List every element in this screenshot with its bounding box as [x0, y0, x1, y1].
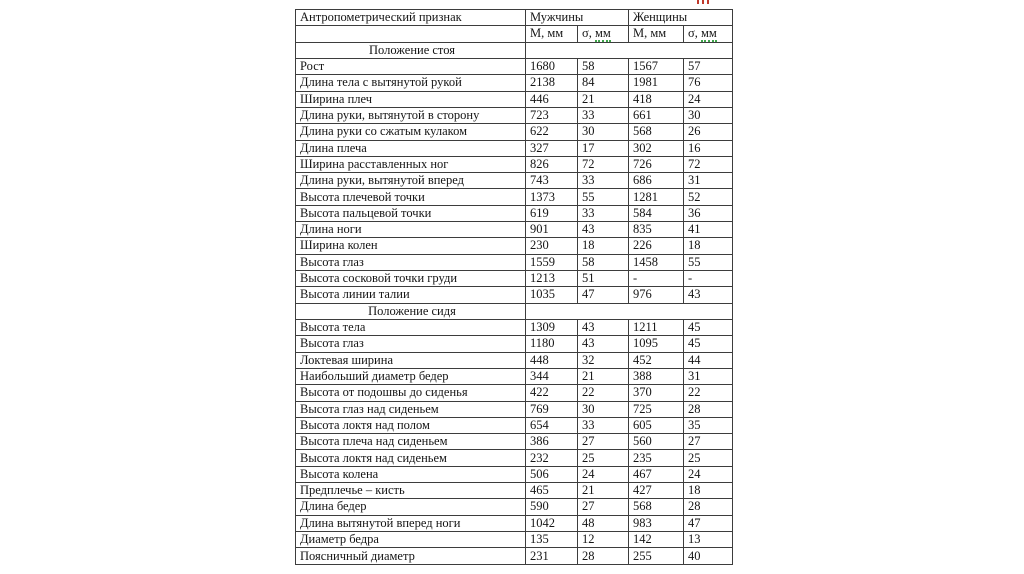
value-cell: 43: [684, 287, 733, 303]
value-cell: 226: [629, 238, 684, 254]
value-cell: 27: [578, 499, 629, 515]
value-cell: 1180: [526, 336, 578, 352]
value-cell: 235: [629, 450, 684, 466]
feature-cell: Длина руки, вытянутой в сторону: [296, 107, 526, 123]
table-header-row: [296, 10, 733, 26]
value-cell: 57: [684, 58, 733, 74]
value-cell: 622: [526, 124, 578, 140]
feature-cell: Высота сосковой точки груди: [296, 271, 526, 287]
feature-cell: Высота плеча над сиденьем: [296, 434, 526, 450]
women-sigma-header: [684, 26, 733, 42]
value-cell: 1567: [629, 58, 684, 74]
value-cell: 901: [526, 222, 578, 238]
table-row: [296, 222, 733, 238]
men-group-header: Мужчины: [526, 10, 629, 26]
section-title: Положение сидя: [296, 303, 526, 319]
value-cell: 51: [578, 271, 629, 287]
value-cell: 44: [684, 352, 733, 368]
value-cell: 21: [578, 483, 629, 499]
table-row: [296, 434, 733, 450]
feature-cell: Высота локтя над полом: [296, 417, 526, 433]
value-cell: 726: [629, 156, 684, 172]
empty-subheader-cell: [296, 26, 526, 42]
value-cell: 584: [629, 205, 684, 221]
value-cell: 590: [526, 499, 578, 515]
feature-cell: Высота линии талии: [296, 287, 526, 303]
feature-cell: Длина тела с вытянутой рукой: [296, 75, 526, 91]
value-cell: 33: [578, 107, 629, 123]
value-cell: 619: [526, 205, 578, 221]
value-cell: 84: [578, 75, 629, 91]
value-cell: 25: [578, 450, 629, 466]
value-cell: 826: [526, 156, 578, 172]
feature-cell: Длина руки со сжатым кулаком: [296, 124, 526, 140]
value-cell: 16: [684, 140, 733, 156]
value-cell: -: [629, 271, 684, 287]
value-cell: 230: [526, 238, 578, 254]
feature-cell: Высота тела: [296, 319, 526, 335]
value-cell: 43: [578, 319, 629, 335]
feature-cell: Высота глаз: [296, 336, 526, 352]
value-cell: 31: [684, 173, 733, 189]
value-cell: 743: [526, 173, 578, 189]
feature-cell: Высота глаз: [296, 254, 526, 270]
table-row: [296, 107, 733, 123]
value-cell: 422: [526, 385, 578, 401]
value-cell: 43: [578, 222, 629, 238]
value-cell: 255: [629, 548, 684, 565]
value-cell: 135: [526, 532, 578, 548]
value-cell: 1680: [526, 58, 578, 74]
value-cell: 36: [684, 205, 733, 221]
value-cell: 28: [684, 401, 733, 417]
feature-cell: Длина плеча: [296, 140, 526, 156]
value-cell: 40: [684, 548, 733, 565]
value-cell: 560: [629, 434, 684, 450]
feature-cell: Предплечье – кисть: [296, 483, 526, 499]
table-row: [296, 254, 733, 270]
men-mean-header: М, мм: [526, 26, 578, 42]
value-cell: 55: [684, 254, 733, 270]
table-row: [296, 352, 733, 368]
value-cell: 72: [684, 156, 733, 172]
women-group-header: Женщины: [629, 10, 733, 26]
value-cell: 605: [629, 417, 684, 433]
value-cell: 41: [684, 222, 733, 238]
value-cell: 302: [629, 140, 684, 156]
feature-cell: Ширина плеч: [296, 91, 526, 107]
value-cell: 32: [578, 352, 629, 368]
table-row: [296, 173, 733, 189]
value-cell: 43: [578, 336, 629, 352]
value-cell: 654: [526, 417, 578, 433]
value-cell: 18: [578, 238, 629, 254]
value-cell: 506: [526, 466, 578, 482]
value-cell: 18: [684, 483, 733, 499]
value-cell: 28: [578, 548, 629, 565]
value-cell: 465: [526, 483, 578, 499]
value-cell: 35: [684, 417, 733, 433]
feature-cell: Высота глаз над сиденьем: [296, 401, 526, 417]
value-cell: 24: [684, 466, 733, 482]
table-row: [296, 417, 733, 433]
section-title: Положение стоя: [296, 42, 526, 58]
value-cell: 142: [629, 532, 684, 548]
value-cell: 76: [684, 75, 733, 91]
feature-cell: Локтевая ширина: [296, 352, 526, 368]
feature-cell: Длина руки, вытянутой вперед: [296, 173, 526, 189]
cropped-red-text-artifact: [697, 0, 712, 4]
value-cell: 52: [684, 189, 733, 205]
table-row: [296, 450, 733, 466]
value-cell: 47: [578, 287, 629, 303]
feature-cell: Высота плечевой точки: [296, 189, 526, 205]
value-cell: 1035: [526, 287, 578, 303]
value-cell: 467: [629, 466, 684, 482]
table-row: [296, 75, 733, 91]
value-cell: 24: [578, 466, 629, 482]
table-row: [296, 124, 733, 140]
table-row: [296, 385, 733, 401]
value-cell: 33: [578, 205, 629, 221]
value-cell: 2138: [526, 75, 578, 91]
feature-cell: Высота от подошвы до сиденья: [296, 385, 526, 401]
section-header-row: [296, 303, 733, 319]
value-cell: 370: [629, 385, 684, 401]
value-cell: 723: [526, 107, 578, 123]
value-cell: 1211: [629, 319, 684, 335]
value-cell: 17: [578, 140, 629, 156]
value-cell: 26: [684, 124, 733, 140]
feature-cell: Высота пальцевой точки: [296, 205, 526, 221]
value-cell: 58: [578, 58, 629, 74]
anthropometric-table: [295, 9, 733, 565]
feature-cell: Диаметр бедра: [296, 532, 526, 548]
value-cell: 45: [684, 319, 733, 335]
table-row: [296, 466, 733, 482]
table-row: [296, 515, 733, 531]
women-mean-header: М, мм: [629, 26, 684, 42]
value-cell: 976: [629, 287, 684, 303]
table-row: [296, 499, 733, 515]
value-cell: 1373: [526, 189, 578, 205]
value-cell: 1281: [629, 189, 684, 205]
value-cell: 25: [684, 450, 733, 466]
feature-cell: Ширина расставленных ног: [296, 156, 526, 172]
value-cell: 30: [684, 107, 733, 123]
value-cell: 48: [578, 515, 629, 531]
section-header-row: [296, 42, 733, 58]
value-cell: 47: [684, 515, 733, 531]
men-sigma-header: [578, 26, 629, 42]
value-cell: 21: [578, 91, 629, 107]
value-cell: 452: [629, 352, 684, 368]
table-row: [296, 271, 733, 287]
feature-cell: Высота колена: [296, 466, 526, 482]
value-cell: 31: [684, 368, 733, 384]
table-subheader-row: [296, 26, 733, 42]
feature-cell: Длина вытянутой вперед ноги: [296, 515, 526, 531]
table-row: [296, 483, 733, 499]
value-cell: 386: [526, 434, 578, 450]
value-cell: 835: [629, 222, 684, 238]
value-cell: 725: [629, 401, 684, 417]
table-row: [296, 189, 733, 205]
table-container: [295, 9, 733, 565]
feature-cell: Поясничный диаметр: [296, 548, 526, 565]
value-cell: 1458: [629, 254, 684, 270]
value-cell: 446: [526, 91, 578, 107]
table-body: [296, 42, 733, 564]
value-cell: 1095: [629, 336, 684, 352]
table-row: [296, 287, 733, 303]
value-cell: 327: [526, 140, 578, 156]
value-cell: 568: [629, 124, 684, 140]
value-cell: 686: [629, 173, 684, 189]
table-row: [296, 205, 733, 221]
feature-cell: Длина ноги: [296, 222, 526, 238]
value-cell: 418: [629, 91, 684, 107]
value-cell: 388: [629, 368, 684, 384]
table-row: [296, 532, 733, 548]
sigma-label: σ,: [582, 26, 595, 41]
value-cell: 1981: [629, 75, 684, 91]
value-cell: 30: [578, 124, 629, 140]
table-row: [296, 140, 733, 156]
sigma-unit-spellcheck: мм: [701, 26, 717, 41]
sigma-label: σ,: [688, 26, 701, 41]
value-cell: 232: [526, 450, 578, 466]
value-cell: 72: [578, 156, 629, 172]
value-cell: 1559: [526, 254, 578, 270]
value-cell: 1309: [526, 319, 578, 335]
value-cell: 983: [629, 515, 684, 531]
value-cell: 21: [578, 368, 629, 384]
value-cell: 33: [578, 417, 629, 433]
value-cell: 427: [629, 483, 684, 499]
table-row: [296, 238, 733, 254]
value-cell: 55: [578, 189, 629, 205]
value-cell: 22: [684, 385, 733, 401]
table-row: [296, 401, 733, 417]
value-cell: 27: [684, 434, 733, 450]
value-cell: 24: [684, 91, 733, 107]
value-cell: 448: [526, 352, 578, 368]
feature-cell: Наибольший диаметр бедер: [296, 368, 526, 384]
feature-cell: Длина бедер: [296, 499, 526, 515]
table-row: [296, 91, 733, 107]
feature-cell: Ширина колен: [296, 238, 526, 254]
value-cell: 1042: [526, 515, 578, 531]
value-cell: 568: [629, 499, 684, 515]
value-cell: 13: [684, 532, 733, 548]
value-cell: 18: [684, 238, 733, 254]
table-row: [296, 156, 733, 172]
value-cell: 30: [578, 401, 629, 417]
table-row: [296, 548, 733, 565]
feature-cell: Высота локтя над сиденьем: [296, 450, 526, 466]
table-row: [296, 319, 733, 335]
value-cell: 28: [684, 499, 733, 515]
value-cell: 231: [526, 548, 578, 565]
sigma-unit-spellcheck: мм: [595, 26, 611, 41]
value-cell: 45: [684, 336, 733, 352]
value-cell: 58: [578, 254, 629, 270]
value-cell: -: [684, 271, 733, 287]
value-cell: 27: [578, 434, 629, 450]
value-cell: 12: [578, 532, 629, 548]
value-cell: 1213: [526, 271, 578, 287]
value-cell: 22: [578, 385, 629, 401]
value-cell: 769: [526, 401, 578, 417]
table-row: [296, 368, 733, 384]
feature-column-header: Антропометрический признак: [296, 10, 526, 26]
value-cell: 344: [526, 368, 578, 384]
value-cell: 33: [578, 173, 629, 189]
table-row: [296, 58, 733, 74]
table-row: [296, 336, 733, 352]
section-empty-cell: [526, 42, 733, 58]
feature-cell: Рост: [296, 58, 526, 74]
value-cell: 661: [629, 107, 684, 123]
section-empty-cell: [526, 303, 733, 319]
